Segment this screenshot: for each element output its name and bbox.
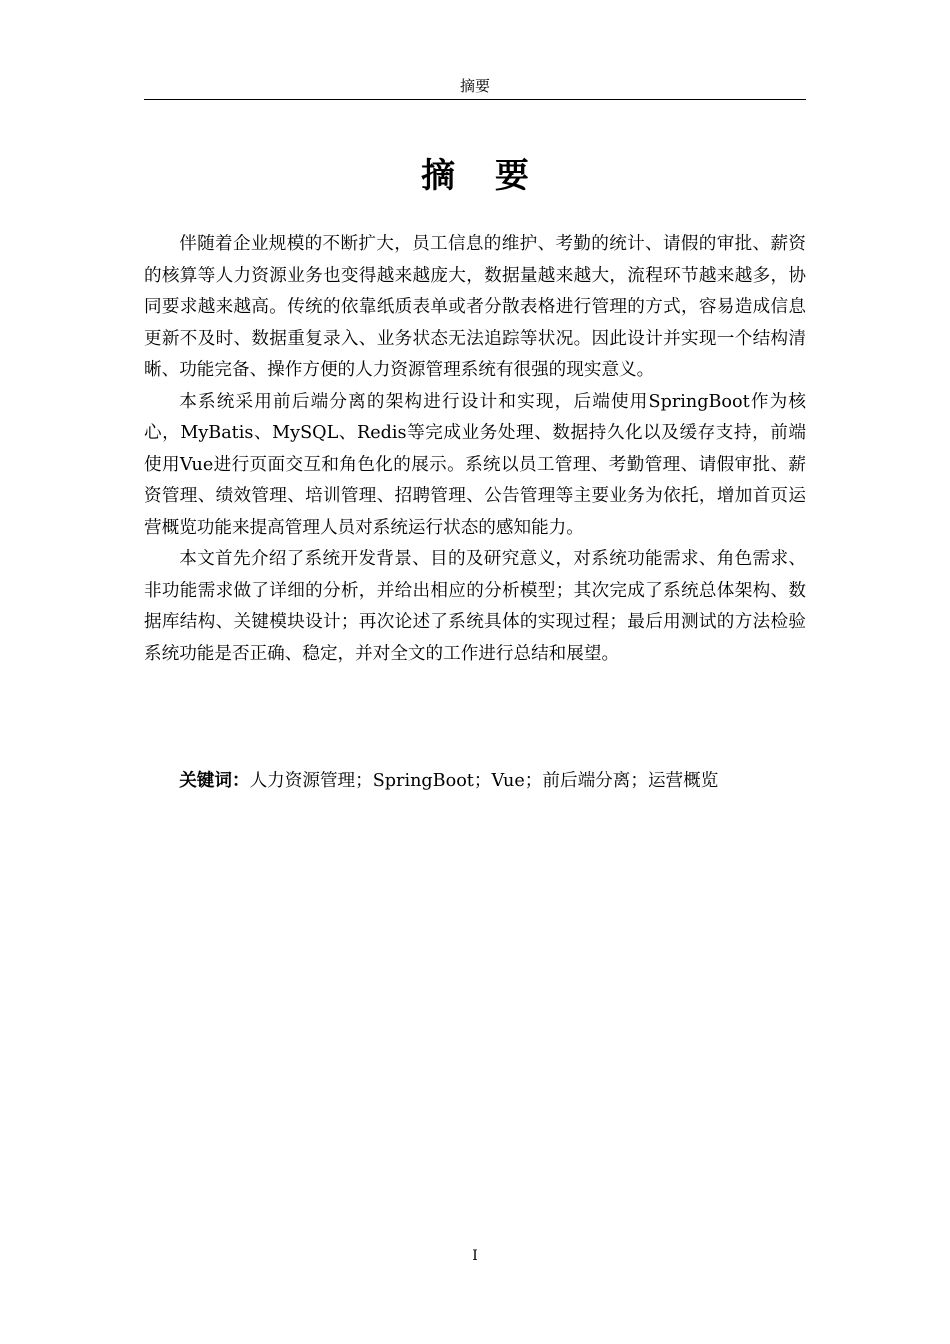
abstract-paragraph-3: 本文首先介绍了系统开发背景、目的及研究意义，对系统功能需求、角色需求、非功能需求做了详细的分析，并给出相应的分析模型；其次完成了系统总体架构、数据库结构、关键模块设计；再次论述了系统具体的实现过程；最后用测试的方法检验系统功能是否正确、稳定，并对全文的工作进行总结和展望。 [144,549,806,664]
keywords-text: 人力资源管理；SpringBoot；Vue；前后端分离；运营概览 [249,771,719,791]
running-header: 摘要 [459,77,490,95]
page-title: 摘 要 [421,156,543,196]
abstract-paragraph-1: 伴随着企业规模的不断扩大，员工信息的维护、考勤的统计、请假的审批、薪资的核算等人力资源业务也变得越来越庞大，数据量越来越大，流程环节越来越多，协同要求越来越高。传统的依靠纸质表单或者分散表格进行管理的方式，容易造成信息更新不及时、数据重复录入、业务状态无法追踪等状况。因此设计并实现一个结构清晰、功能完备、操作方便的人力资源管理系统有很强的现实意义。 [144,234,806,380]
keywords-line [144,766,806,798]
abstract-body [144,229,806,670]
abstract-paragraph-2: 本系统采用前后端分离的架构进行设计和实现，后端使用SpringBoot作为核心，MyBatis、MySQL、Redis等完成业务处理、数据持久化以及缓存支持，前端使用Vue进行页面交互和角色化的展示。系统以员工管理、考勤管理、请假审批、薪资管理、绩效管理、培训管理、招聘管理、公告管理等主要业务为依托，增加首页运营概览功能来提高管理人员对系统运行状态的感知能力。 [144,391,806,538]
header-divider [144,99,806,100]
page-number: I [472,1248,478,1264]
keywords-label: 关键词： [179,771,250,791]
